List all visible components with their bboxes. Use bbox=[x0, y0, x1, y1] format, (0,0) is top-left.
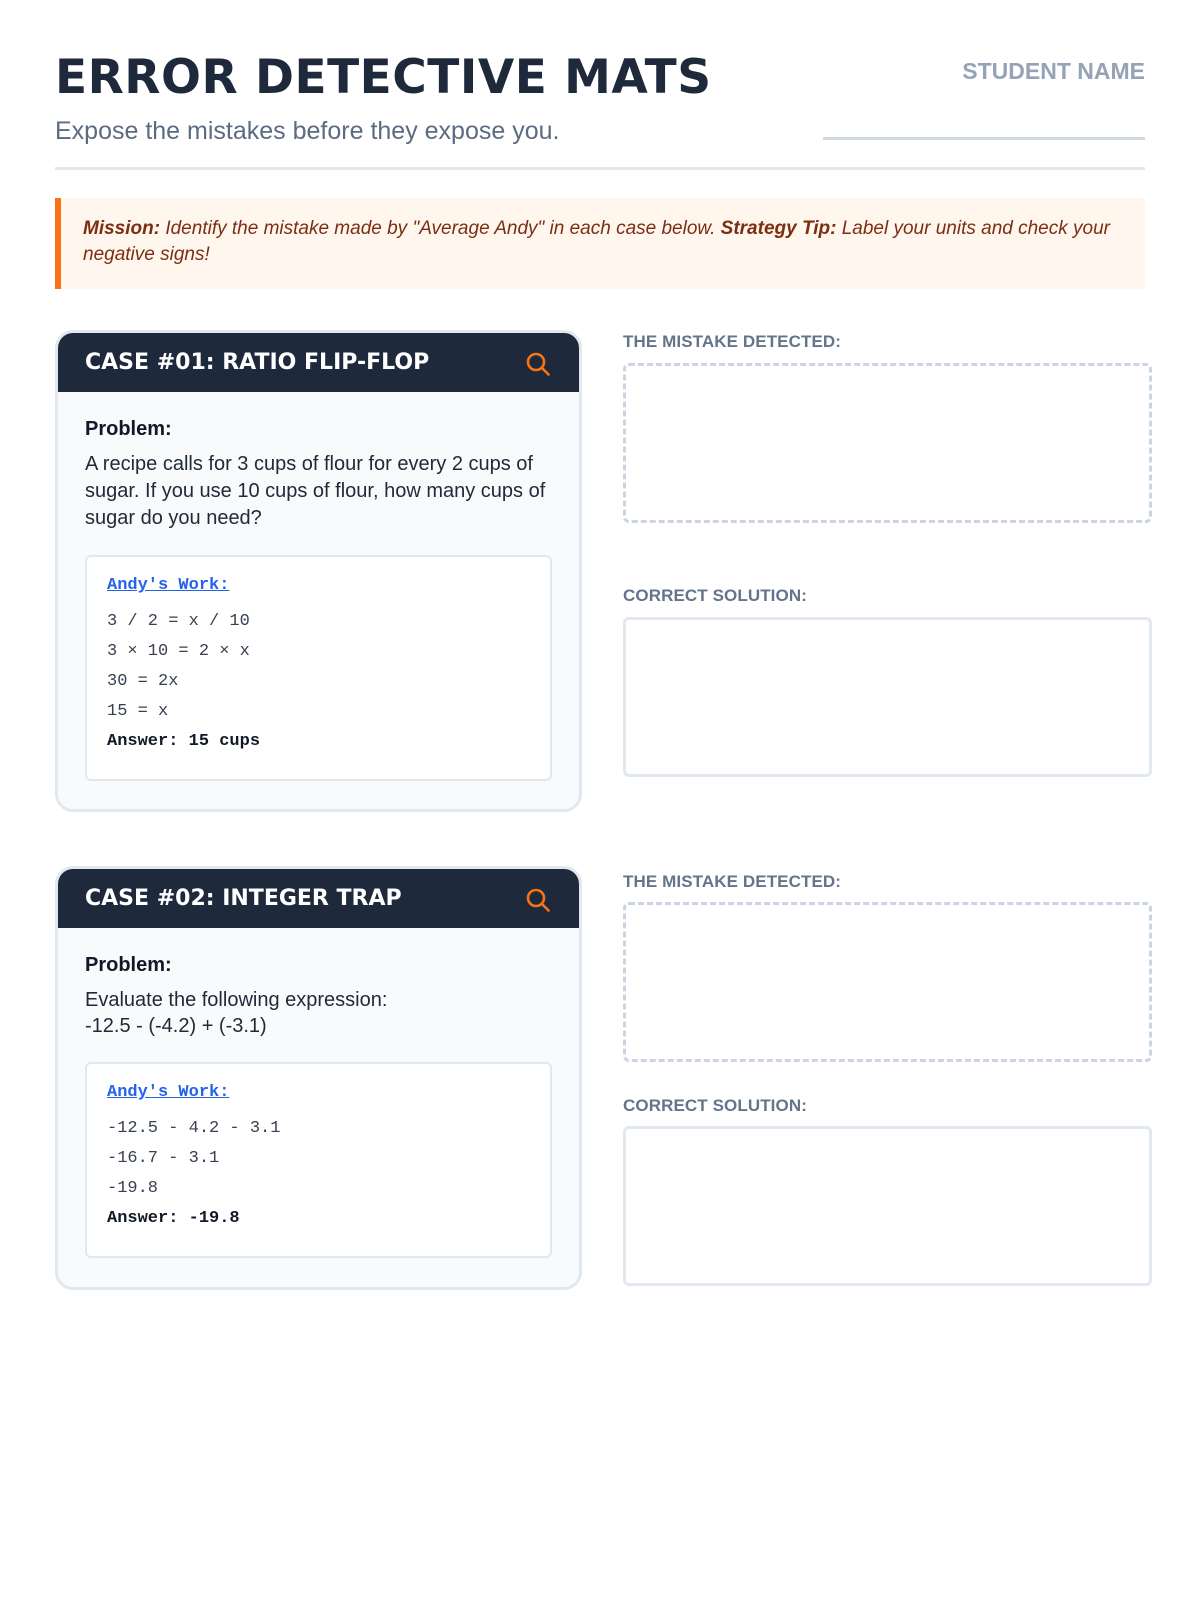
andys-work-box bbox=[85, 1062, 552, 1258]
correct-solution-field[interactable] bbox=[623, 617, 1152, 777]
worksheet-header bbox=[55, 0, 1145, 170]
case-header bbox=[58, 333, 579, 392]
work-line: 30 = 2x bbox=[107, 672, 179, 691]
case-card-2 bbox=[55, 866, 582, 1290]
strategy-tip-label: Strategy Tip: bbox=[720, 218, 837, 239]
case-body bbox=[58, 928, 579, 1039]
work-line: 15 = x bbox=[107, 702, 169, 721]
problem-label: Problem: bbox=[85, 954, 172, 976]
mistake-detected-field[interactable] bbox=[623, 902, 1152, 1062]
magnifier-icon bbox=[525, 887, 551, 913]
problem-label: Problem: bbox=[85, 418, 172, 440]
work-line: 3 × 10 = 2 × x bbox=[107, 642, 250, 661]
work-line: -12.5 - 4.2 - 3.1 bbox=[107, 1119, 281, 1138]
correct-solution-field[interactable] bbox=[623, 1126, 1152, 1286]
page-title: ERROR DETECTIVE MATS bbox=[55, 50, 712, 105]
correct-solution-label: CORRECT SOLUTION: bbox=[623, 1096, 807, 1115]
mission-label: Mission: bbox=[83, 218, 161, 239]
work-answer: Answer: 15 cups bbox=[107, 732, 261, 751]
magnifier-icon bbox=[525, 351, 551, 377]
mission-text: Identify the mistake made by "Average Andy" in each case below. bbox=[160, 218, 721, 239]
work-answer: Answer: -19.8 bbox=[107, 1209, 240, 1228]
problem-text: Evaluate the following expression: bbox=[85, 989, 388, 1011]
case-title: CASE #01: RATIO FLIP-FLOP bbox=[85, 350, 430, 375]
work-label: Andy's Work: bbox=[107, 1083, 230, 1102]
mistake-detected-label: THE MISTAKE DETECTED: bbox=[623, 872, 842, 891]
page-subtitle: Expose the mistakes before they expose you. bbox=[55, 117, 560, 145]
case-title: CASE #02: INTEGER TRAP bbox=[85, 886, 402, 911]
problem-expression: -12.5 - (-4.2) + (-3.1) bbox=[85, 1015, 267, 1037]
work-line: 3 / 2 = x / 10 bbox=[107, 612, 250, 631]
case-card-1 bbox=[55, 330, 582, 812]
mistake-detected-label: THE MISTAKE DETECTED: bbox=[623, 332, 842, 351]
work-label: Andy's Work: bbox=[107, 576, 230, 595]
case-body bbox=[58, 392, 579, 532]
mission-banner bbox=[55, 198, 1145, 289]
andys-work-box bbox=[85, 555, 552, 781]
student-name-field[interactable] bbox=[823, 137, 1145, 140]
work-line: -16.7 - 3.1 bbox=[107, 1149, 220, 1168]
mistake-detected-field[interactable] bbox=[623, 363, 1152, 523]
correct-solution-label: CORRECT SOLUTION: bbox=[623, 586, 807, 605]
strategy-tip-text: Label your units and check your negative signs! bbox=[83, 218, 1110, 265]
case-header bbox=[58, 869, 579, 928]
student-name-label: STUDENT NAME bbox=[962, 58, 1145, 84]
work-line: -19.8 bbox=[107, 1179, 159, 1198]
problem-text: A recipe calls for 3 cups of flour for every 2 cups of sugar. If you use 10 cups of flour, how many cups of sugar do you need? bbox=[85, 453, 546, 529]
